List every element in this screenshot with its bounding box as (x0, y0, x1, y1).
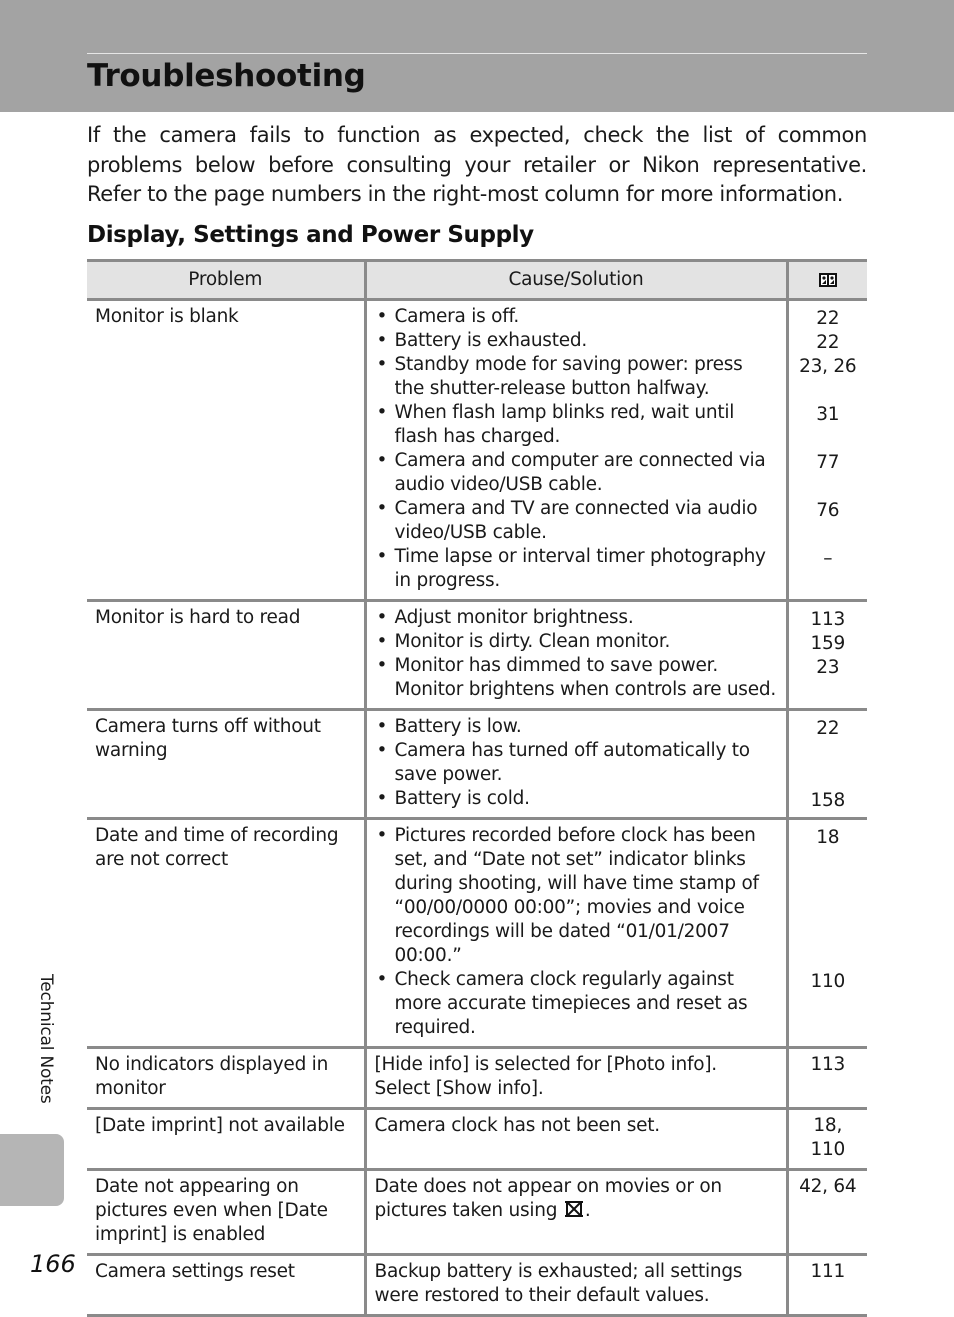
side-thumb-tab (0, 1134, 64, 1206)
page-reference: 22 (816, 307, 840, 329)
page-title: Troubleshooting (87, 58, 366, 94)
cause-solution-cell (365, 601, 787, 710)
problem-cell: Camera settings reset (87, 1255, 365, 1316)
page-reference: 76 (816, 499, 840, 521)
page-reference: 110 (810, 1139, 846, 1160)
intro-paragraph: If the camera fails to function as expected, check the list of common problems below before consulting your retailer or Nikon representative. Refer to the page numbers in the right-most column for more information. (87, 123, 867, 206)
table-row (87, 300, 867, 601)
cause-item: • Battery is cold. (375, 787, 778, 811)
page-reference-cell (787, 819, 867, 1048)
cause-item: • Camera and TV are connected via audio video/USB cable. (375, 497, 778, 545)
page-reference: – (823, 547, 833, 569)
problem-cell: Monitor is hard to read (87, 601, 365, 710)
cause-solution-cell (365, 300, 787, 601)
table-row (87, 1170, 867, 1255)
problem-cell: Camera turns off without warning (87, 710, 365, 819)
cause-item: • Camera has turned off automatically to save power. (375, 739, 778, 787)
cause-item: • Adjust monitor brightness. (375, 606, 778, 630)
page-reference-cell (787, 710, 867, 819)
cause-solution-cell (365, 1255, 787, 1316)
header-rule (87, 53, 867, 54)
book-reference-icon (818, 270, 838, 290)
solution-suffix: . (584, 1200, 591, 1221)
page-reference: 22 (816, 717, 840, 739)
solution-text: Date does not appear on movies or on pictures taken using (374, 1176, 722, 1221)
page-reference: 113 (810, 1054, 846, 1075)
cause-item: • Camera and computer are connected via audio video/USB cable. (375, 449, 778, 497)
problem-cell: Date and time of recording are not correct (87, 819, 365, 1048)
table-header-row (87, 261, 867, 300)
cause-item: • Pictures recorded before clock has been set, and “Date not set” indicator blinks during shooting, will have time stamp of “00/00/0000 00:00”; movies and voice recordings will be dated “01/01/2007 00:00.” (375, 824, 778, 968)
problem-cell: Monitor is blank (87, 300, 365, 601)
cause-item: • Battery is exhausted. (375, 329, 778, 353)
problem-cell: No indicators displayed in monitor (87, 1048, 365, 1109)
solution-text: [Hide info] is selected for [Photo info]. Select [Show info]. (374, 1054, 717, 1099)
cause-list (375, 305, 778, 593)
cause-list (375, 715, 778, 811)
page-number: 166 (30, 1250, 76, 1278)
header-band (0, 0, 954, 112)
header-page-reference (787, 261, 867, 300)
cause-item: • When flash lamp blinks red, wait until flash has charged. (375, 401, 778, 449)
page-reference: 23, 26 (799, 355, 857, 377)
cause-list (375, 606, 778, 702)
table-row (87, 819, 867, 1048)
cause-solution-cell (365, 710, 787, 819)
section-title: Display, Settings and Power Supply (87, 222, 534, 248)
page-reference-cell (787, 1170, 867, 1255)
table-row (87, 1109, 867, 1170)
page-reference: 23 (816, 656, 840, 678)
cause-item: • Monitor has dimmed to save power. Monitor brightens when controls are used. (375, 654, 778, 702)
page-reference-cell (787, 300, 867, 601)
cause-item: • Standby mode for saving power: press the shutter-release button halfway. (375, 353, 778, 401)
header-problem: Problem (87, 261, 365, 300)
page-reference: 18 (816, 826, 840, 848)
side-section-label: Technical Notes (36, 974, 56, 1104)
cause-solution-cell (365, 819, 787, 1048)
table-row (87, 1255, 867, 1316)
solution-text: Camera clock has not been set. (374, 1115, 660, 1136)
page-reference-cell (787, 1255, 867, 1316)
page-reference-cell (787, 1109, 867, 1170)
page-reference: 22 (816, 331, 840, 353)
problem-cell: [Date imprint] not available (87, 1109, 365, 1170)
solution-text: Backup battery is exhausted; all settings were restored to their default values. (374, 1261, 743, 1306)
cause-item: • Time lapse or interval timer photography in progress. (375, 545, 778, 593)
page-reference: 77 (816, 451, 840, 473)
page-reference: 159 (810, 632, 846, 654)
cause-item: • Battery is low. (375, 715, 778, 739)
cause-solution-cell (365, 1170, 787, 1255)
page-reference: 111 (810, 1261, 846, 1282)
table-row (87, 1048, 867, 1109)
troubleshooting-table (87, 259, 867, 1317)
time-lapse-mode-icon (563, 1199, 585, 1219)
header-cause-solution: Cause/Solution (365, 261, 787, 300)
table-row (87, 710, 867, 819)
page-reference-cell (787, 1048, 867, 1109)
table-row (87, 601, 867, 710)
page-reference: 18, (813, 1115, 843, 1136)
cause-list (375, 824, 778, 1040)
page-reference: 110 (810, 970, 846, 992)
page-reference: 113 (810, 608, 846, 630)
cause-item: • Monitor is dirty. Clean monitor. (375, 630, 778, 654)
cause-solution-cell (365, 1109, 787, 1170)
cause-solution-cell (365, 1048, 787, 1109)
page-reference: 42, 64 (799, 1176, 857, 1197)
page-reference: 31 (816, 403, 840, 425)
page-reference: 158 (810, 789, 846, 811)
cause-item: • Camera is off. (375, 305, 778, 329)
page-reference-cell (787, 601, 867, 710)
problem-cell: Date not appearing on pictures even when [Date imprint] is enabled (87, 1170, 365, 1255)
cause-item: • Check camera clock regularly against more accurate timepieces and reset as required. (375, 968, 778, 1040)
